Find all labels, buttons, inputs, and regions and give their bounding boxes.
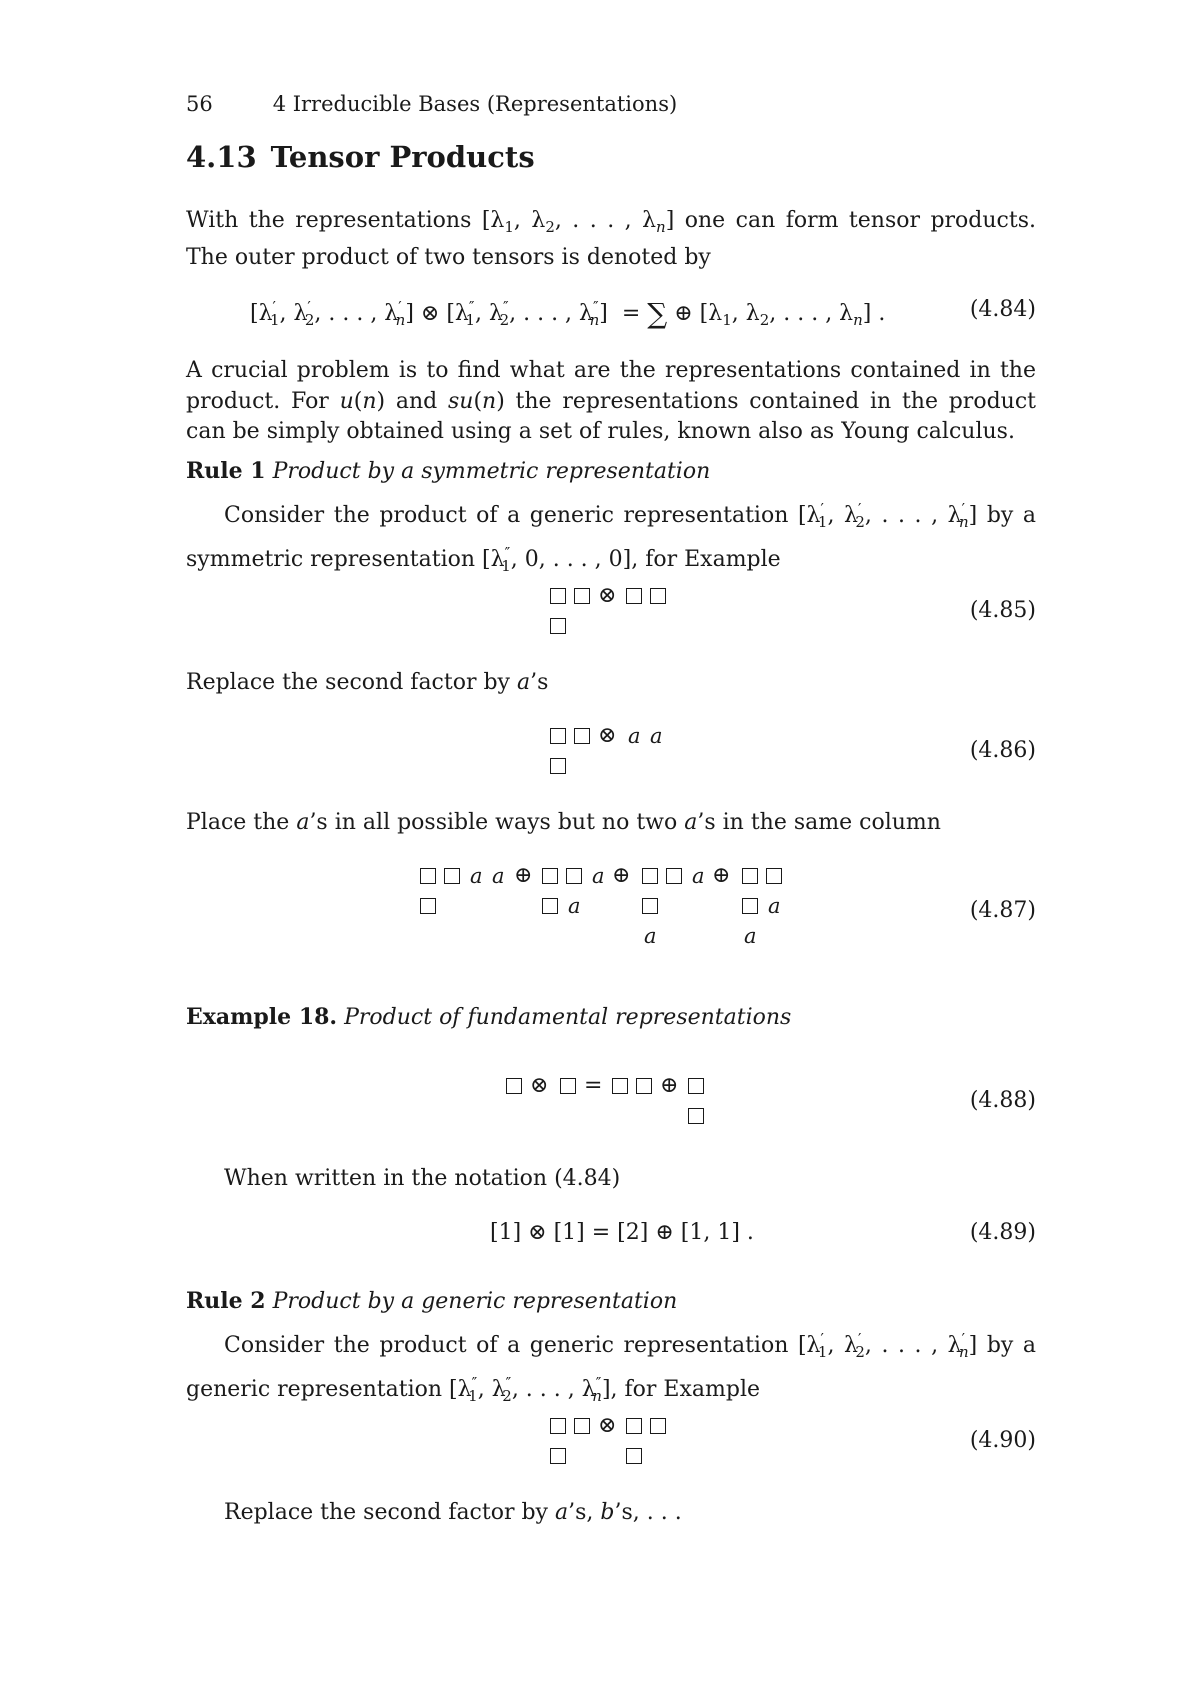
young-box xyxy=(650,588,666,604)
notation-paragraph: When written in the notation (4.84) xyxy=(224,1166,621,1191)
young-box xyxy=(566,868,582,884)
otimes-symbol: ⊗ xyxy=(530,1073,549,1098)
crucial-problem-paragraph: A crucial problem is to find what are the representations contained in the product. For u(n) and su(n) the representations contained in the product can be simply obtained using a set of rules, known also as Young calculus. xyxy=(186,358,1036,444)
chapter-title: 4 Irreducible Bases (Representations) xyxy=(272,92,678,116)
running-head xyxy=(186,92,677,116)
young-box xyxy=(650,1418,666,1434)
rule-1-title: Product by a symmetric representation xyxy=(272,459,711,484)
oplus-symbol: ⊕ xyxy=(514,863,533,888)
young-box xyxy=(688,1108,704,1124)
equation-number: (4.85) xyxy=(969,598,1036,623)
equation-4-89: [1] ⊗ [1] = [2] ⊕ [1, 1] . xyxy=(490,1220,754,1245)
young-box xyxy=(574,588,590,604)
young-box xyxy=(742,868,758,884)
young-box xyxy=(444,868,460,884)
equation-number: (4.87) xyxy=(969,898,1036,923)
letter-a: a xyxy=(470,864,483,888)
young-box xyxy=(626,1418,642,1434)
oplus-symbol: ⊕ xyxy=(660,1073,679,1098)
letter-a: a xyxy=(644,924,657,948)
young-box xyxy=(626,1448,642,1464)
young-box xyxy=(642,868,658,884)
intro-paragraph: With the representations [$\lambda_1$, $\lambda_2$, . . . , $\lambda_n$] one can form tensor products. The outer product of two tensors is denoted by xyxy=(186,208,1037,270)
equation-number: (4.84) xyxy=(969,297,1036,322)
letter-a: a xyxy=(628,724,641,748)
example-18-title: Product of fundamental representations xyxy=(344,1005,792,1030)
equation-number: (4.90) xyxy=(969,1428,1036,1453)
page-number: 56 xyxy=(186,92,213,116)
example-18-heading xyxy=(186,1004,791,1030)
young-box xyxy=(550,1448,566,1464)
young-box xyxy=(626,588,642,604)
equation-number: (4.89) xyxy=(969,1220,1036,1245)
young-box xyxy=(550,758,566,774)
young-box xyxy=(612,1078,628,1094)
young-box xyxy=(666,868,682,884)
section-heading xyxy=(186,140,535,174)
letter-a: a xyxy=(692,864,705,888)
section-number: 4.13 xyxy=(186,140,257,174)
letter-a: a xyxy=(650,724,663,748)
young-box xyxy=(542,898,558,914)
otimes-symbol: ⊗ xyxy=(598,723,617,748)
otimes-symbol: ⊗ xyxy=(598,583,617,608)
otimes-symbol: ⊗ xyxy=(598,1413,617,1438)
placement-paragraph: Place the a’s in all possible ways but no two a’s in the same column xyxy=(186,810,941,835)
rule-2-heading xyxy=(186,1288,677,1314)
replace-abc-paragraph: Replace the second factor by a’s, b’s, . . . xyxy=(224,1500,682,1525)
equation-number: (4.86) xyxy=(969,738,1036,763)
letter-a: a xyxy=(744,924,757,948)
young-box xyxy=(688,1078,704,1094)
rule-2-paragraph: Consider the product of a generic representation [$\lambda'_1$, $\lambda'_2$, . . . , $\lambda'_n$] by a generic representation [$\lambda''_1$, $\lambda''_2$, . . . , $\lambda''_n$], for Example xyxy=(186,1330,1037,1405)
young-box xyxy=(636,1078,652,1094)
rule-1-heading xyxy=(186,458,710,484)
letter-a: a xyxy=(592,864,605,888)
rule-2-label: Rule 2 xyxy=(186,1288,266,1314)
young-box xyxy=(574,728,590,744)
young-box xyxy=(550,588,566,604)
oplus-symbol: ⊕ xyxy=(612,863,631,888)
equals-symbol: = xyxy=(584,1073,603,1098)
young-box xyxy=(574,1418,590,1434)
rule-2-title: Product by a generic representation xyxy=(272,1289,678,1314)
young-box xyxy=(420,898,436,914)
young-box xyxy=(506,1078,522,1094)
equation-number: (4.88) xyxy=(969,1088,1036,1113)
oplus-symbol: ⊕ xyxy=(712,863,731,888)
young-box xyxy=(420,868,436,884)
letter-a: a xyxy=(568,894,581,918)
rule-1-label: Rule 1 xyxy=(186,458,266,484)
young-box xyxy=(550,618,566,634)
young-box xyxy=(560,1078,576,1094)
replace-paragraph: Replace the second factor by a’s xyxy=(186,670,549,695)
young-box xyxy=(550,1418,566,1434)
section-title: Tensor Products xyxy=(270,140,535,174)
young-box xyxy=(642,898,658,914)
young-box xyxy=(550,728,566,744)
young-box xyxy=(742,898,758,914)
young-box xyxy=(766,868,782,884)
letter-a: a xyxy=(768,894,781,918)
letter-a: a xyxy=(492,864,505,888)
young-box xyxy=(542,868,558,884)
example-18-label: Example 18. xyxy=(186,1004,338,1030)
equation-4-84: [$\lambda'_1$, $\lambda'_2$, . . . , $\lambda'_n$] ⊗ [$\lambda''_1$, $\lambda''_2$, . . . , $\lambda''_n$] = ∑ ⊕ [$\lambda_1$, $\lambda_2$, . . . , $\lambda_n$] . xyxy=(250,297,886,330)
rule-1-paragraph: Consider the product of a generic representation [$\lambda'_1$, $\lambda'_2$, . . . , $\lambda'_n$] by a symmetric representation [$\lambda''_1$, 0, . . . , 0], for Example xyxy=(186,500,1037,575)
